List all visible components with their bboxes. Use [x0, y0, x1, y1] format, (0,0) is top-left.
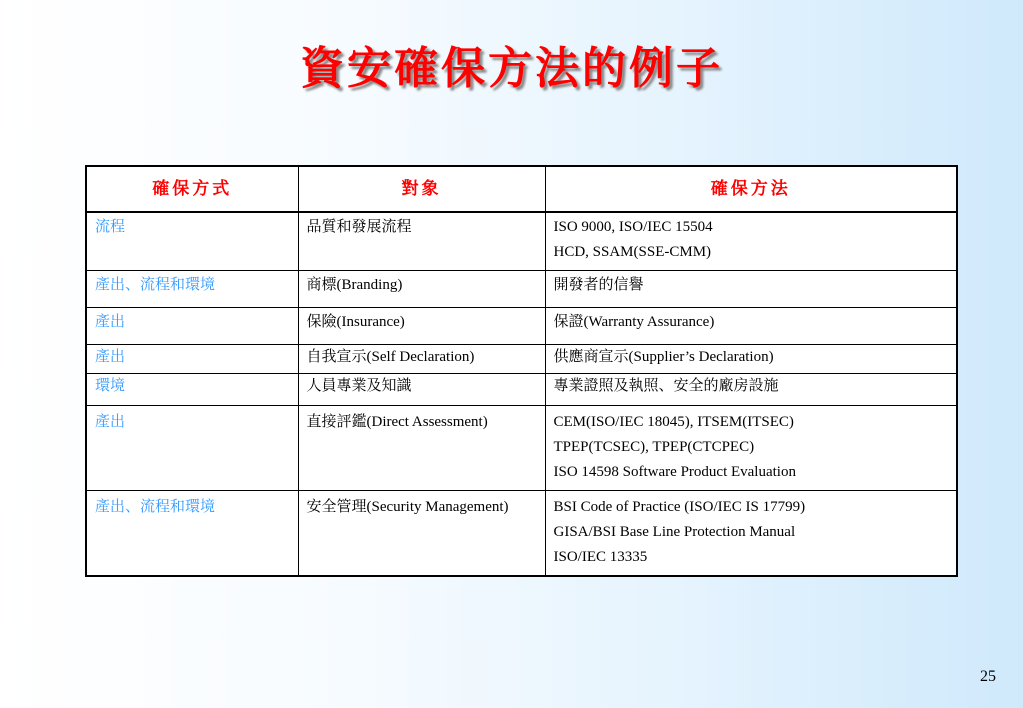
target-text: 品質和發展流程: [306, 219, 412, 235]
method-line: HCD, SSAM(SSE-CMM): [553, 244, 712, 260]
cell-assurance-type: 環境: [86, 374, 298, 406]
method-line: ISO 9000, ISO/IEC 15504: [553, 219, 713, 235]
cell-assurance-type: 產出: [86, 345, 298, 374]
cell-assurance-method: [545, 491, 957, 577]
slide-title: 資安確保方法的例子: [300, 43, 723, 94]
cell-target: [298, 491, 545, 577]
table-row: [86, 212, 957, 271]
method-line: 供應商宣示(Supplier’s Declaration): [553, 349, 774, 365]
method-line: ISO 14598 Software Product Evaluation: [553, 464, 796, 480]
header-target: 對象: [298, 166, 545, 212]
cell-target: [298, 345, 545, 374]
cell-assurance-type: 產出、流程和環境: [86, 491, 298, 577]
target-text: 直接評鑑(Direct Assessment): [306, 414, 488, 430]
cell-target: [298, 308, 545, 345]
page-number: 25: [980, 668, 996, 685]
method-line: CEM(ISO/IEC 18045), ITSEM(ITSEC): [553, 414, 794, 430]
cell-assurance-method: [545, 271, 957, 308]
cell-assurance-type: 產出、流程和環境: [86, 271, 298, 308]
cell-target: [298, 271, 545, 308]
table-header-row: [86, 166, 957, 212]
cell-assurance-type: 產出: [86, 406, 298, 491]
method-line: GISA/BSI Base Line Protection Manual: [553, 524, 796, 540]
header-assurance-method: 確保方法: [545, 166, 957, 212]
cell-assurance-method: [545, 406, 957, 491]
target-text: 自我宣示(Self Declaration): [306, 349, 475, 365]
cell-assurance-type: 產出: [86, 308, 298, 345]
table-row: [86, 345, 957, 374]
table-row: [86, 406, 957, 491]
target-text: 保險(Insurance): [306, 314, 405, 330]
method-line: BSI Code of Practice (ISO/IEC IS 17799): [553, 499, 806, 515]
method-line: 開發者的信譽: [553, 277, 644, 293]
table-row: [86, 374, 957, 406]
table-row: [86, 308, 957, 345]
method-line: ISO/IEC 13335: [553, 549, 648, 565]
target-text: 商標(Branding): [306, 277, 403, 293]
cell-assurance-type: 流程: [86, 212, 298, 271]
header-assurance-type: 確保方式: [86, 166, 298, 212]
target-text: 安全管理(Security Management): [306, 499, 509, 515]
cell-assurance-method: [545, 308, 957, 345]
cell-target: [298, 374, 545, 406]
method-line: 專業證照及執照、安全的廠房設施: [553, 378, 779, 394]
target-text: 人員專業及知識: [306, 378, 412, 394]
table-row: [86, 491, 957, 577]
cell-target: [298, 212, 545, 271]
cell-target: [298, 406, 545, 491]
table-row: [86, 271, 957, 308]
method-line: TPEP(TCSEC), TPEP(CTCPEC): [553, 439, 755, 455]
cell-assurance-method: [545, 374, 957, 406]
cell-assurance-method: [545, 212, 957, 271]
cell-assurance-method: [545, 345, 957, 374]
assurance-methods-table: [85, 165, 958, 577]
method-line: 保證(Warranty Assurance): [553, 314, 715, 330]
